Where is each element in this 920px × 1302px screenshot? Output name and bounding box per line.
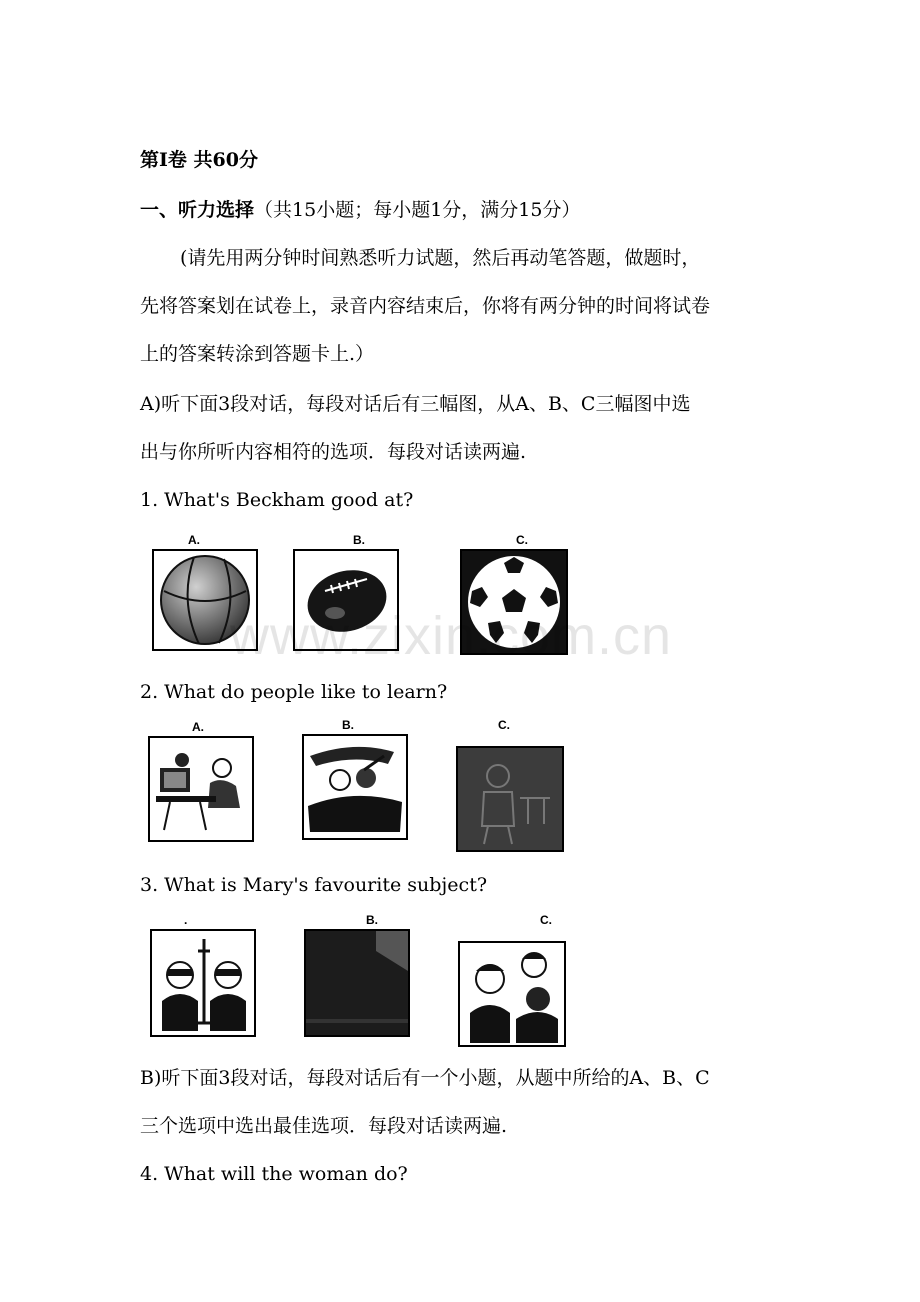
instruction-line-1: (请先用两分钟时间熟悉听力试题，然后再动笔答题，做题时，: [180, 247, 701, 269]
q2-option-b-label: B.: [342, 718, 354, 732]
part1-heading: 一、听力选择: [140, 199, 255, 221]
q1-option-b-label: B.: [353, 533, 365, 547]
question-1: 1. What's Beckham good at?: [140, 489, 414, 511]
q1-option-a-label: A.: [188, 533, 200, 547]
partB-line-1: B)听下面3段对话，每段对话后有一个小题，从题中所给的A、B、C: [140, 1067, 710, 1089]
instruction-line-3: 上的答案转涂到答题卡上.）: [140, 343, 375, 365]
part1-heading-line: [140, 198, 580, 222]
partB-line-2: 三个选项中选出最佳选项．每段对话读两遍.: [140, 1115, 508, 1137]
q3-option-a-label: .: [184, 913, 188, 927]
q3-option-b-label: B.: [366, 913, 378, 927]
cooking-lesson-icon: [456, 746, 564, 852]
people-talking-icon: [458, 941, 566, 1047]
question-2: 2. What do people like to learn?: [140, 681, 448, 703]
partA-line-2: 出与你所听内容相符的选项．每段对话读两遍.: [140, 441, 527, 463]
q1-option-c-label: C.: [516, 533, 528, 547]
question-3: 3. What is Mary's favourite subject?: [140, 874, 488, 896]
chemistry-lab-icon: [150, 929, 256, 1037]
watermark: www.zixin.com.cn: [230, 606, 673, 666]
dark-picture-icon: [304, 929, 410, 1037]
computer-lesson-icon: [148, 736, 254, 842]
section-title: 第Ⅰ卷 共60分: [140, 149, 258, 171]
instruction-line-2: 先将答案划在试卷上，录音内容结束后，你将有两分钟的时间将试卷: [140, 295, 711, 317]
q2-option-c-label: C.: [498, 718, 510, 732]
partA-line-1: A)听下面3段对话，每段对话后有三幅图，从A、B、C三幅图中选: [140, 393, 691, 415]
driving-lesson-icon: [302, 734, 408, 840]
part1-note: （共15小题；每小题1分，满分15分）: [254, 199, 581, 221]
question-4: 4. What will the woman do?: [140, 1163, 408, 1185]
q2-option-a-label: A.: [192, 720, 204, 734]
q3-option-c-label: C.: [540, 913, 552, 927]
